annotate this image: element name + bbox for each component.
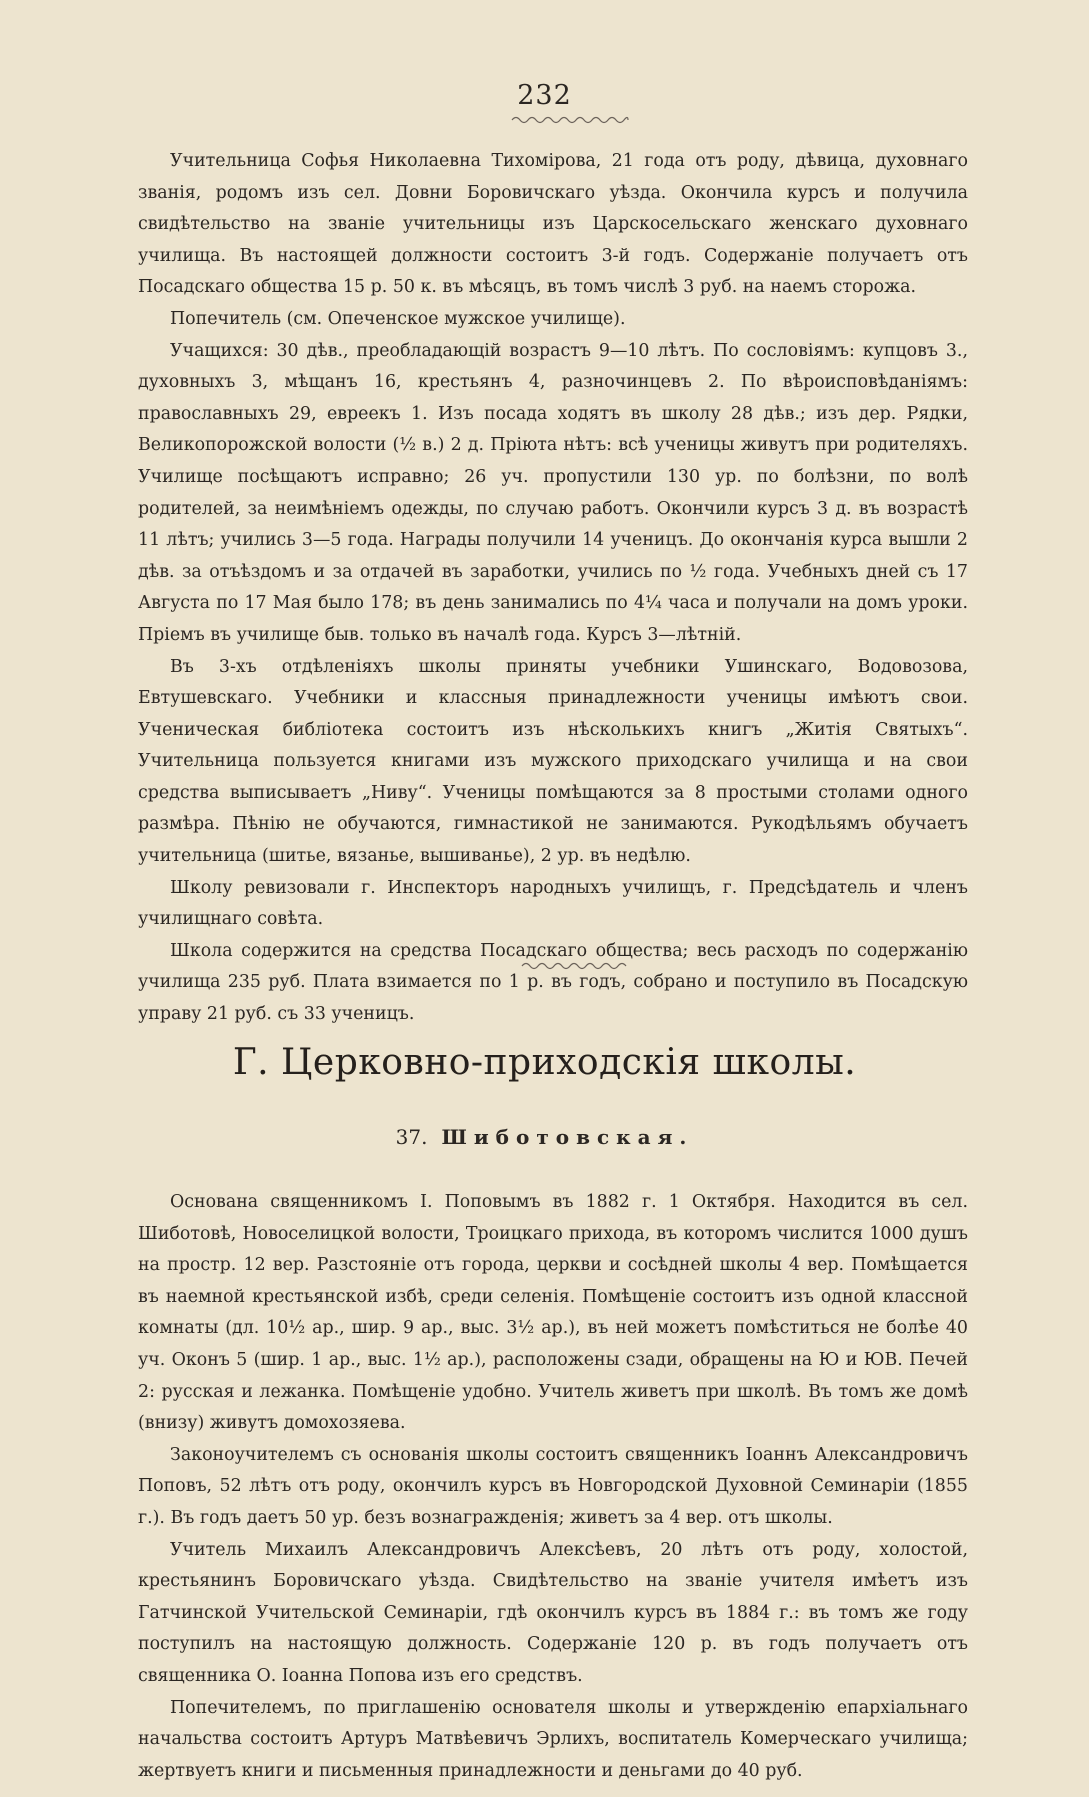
paragraph: Школу ревизовали г. Инспекторъ народныхъ училищъ, г. Предсѣдатель и членъ училищнаго совѣта. (138, 877, 968, 930)
school-name: Шиботовская. (441, 1125, 694, 1149)
ornament-divider-top (510, 114, 630, 126)
section-1-text (138, 146, 968, 1031)
school-number: 37. (395, 1125, 428, 1149)
paragraph: Основана священникомъ І. Поповымъ въ 1882 г. 1 Октября. Находится въ сел. Шиботовѣ, Новоселицкой волости, Троицкаго прихода, въ которомъ числится 1000 душъ на простр. 12 вер. Разстояніе отъ города, церкви и сосѣдней школы 4 вер. Помѣщается въ наемной крестьянской избѣ, среди селенія. Помѣщеніе состоитъ изъ одной классной комнаты (дл. 10½ ар., шир. 9 ар., выс. 3½ ар.), въ ней можетъ помѣститься не болѣе 40 уч. Оконъ 5 (шир. 1 ар., выс. 1½ ар.), расположены сзади, обращены на Ю и ЮВ. Печей 2: русская и лежанка. Помѣщеніе удобно. Учитель живетъ при школѣ. Въ томъ же домѣ (внизу) живутъ домохозяева. (138, 1192, 968, 1434)
paragraph: Учитель Михаилъ Александровичъ Алексѣевъ, 20 лѣтъ отъ роду, холостой, крестьянинъ Боровичскаго уѣзда. Свидѣтельство на званіе учителя имѣетъ изъ Гатчинской Учительской Семинаріи, гдѣ окончилъ курсъ въ 1884 г.: въ томъ же году поступилъ на настоящую должность. Содержаніе 120 р. въ годъ получаетъ отъ священника О. Іоанна Попова изъ его средствъ. (138, 1539, 968, 1686)
section-2-text (138, 1187, 968, 1787)
paragraph: Учащихся: 30 дѣв., преобладающій возрастъ 9—10 лѣтъ. По сословіямъ: купцовъ 3., духовныхъ 3, мѣщанъ 16, крестьянъ 4, разночинцевъ 2. По вѣроисповѣданіямъ: православныхъ 29, евреекъ 1. Изъ посада ходятъ въ школу 28 дѣв.; изъ дер. Рядки, Великопорожской волости (½ в.) 2 д. Пріюта нѣтъ: всѣ ученицы живутъ при родителяхъ. Училище посѣщаютъ исправно; 26 уч. пропустили 130 ур. по болѣзни, по волѣ родителей, за неимѣніемъ одежды, по случаю работъ. Окончили курсъ 3 д. въ возрастѣ 11 лѣтъ; учились 3—5 года. Награды получили 14 ученицъ. До окончанія курса вышли 2 дѣв. за отъѣздомъ и за отдачей въ заработки, учились по ½ года. Учебныхъ дней съ 17 Августа по 17 Мая было 178; въ день занимались по 4¼ часа и получали на домъ уроки. Пріемъ въ училище быв. только въ началѣ года. Курсъ 3—лѣтній. (138, 340, 968, 645)
paragraph: Законоучителемъ съ основанія школы состоитъ священникъ Іоаннъ Александровичъ Поповъ, 52 лѣтъ отъ роду, окончилъ курсъ въ Новгородской Духовной Семинаріи (1855 г.). Въ годъ даетъ 50 ур. безъ вознагражденія; живетъ за 4 вер. отъ школы. (138, 1444, 968, 1528)
ornament-divider-middle (520, 960, 630, 972)
paragraph: Учительница Софья Николаевна Тихомірова, 21 года отъ роду, дѣвица, духовнаго званія, родомъ изъ сел. Довни Боровичскаго уѣзда. Окончила курсъ и получила свидѣтельство на званіе учительницы изъ Царскосельскаго женскаго духовнаго училища. Въ настоящей должности состоитъ 3-й годъ. Содержаніе получаетъ отъ Посадскаго общества 15 р. 50 к. въ мѣсяцъ, въ томъ числѣ 3 руб. на наемъ сторожа. (138, 151, 968, 298)
paragraph: Въ 3-хъ отдѣленіяхъ школы приняты учебники Ушинскаго, Водовозова, Евтушевскаго. Учебники и классныя принадлежности ученицы имѣютъ свои. Ученическая библіотека состоитъ изъ нѣсколькихъ книгъ „Житія Святыхъ“. Учительница пользуется книгами изъ мужского приходскаго училища и на свои средства выписываетъ „Ниву“. Ученицы помѣщаются за 8 простыми столами одного размѣра. Пѣнію не обучаются, гимнастикой не занимаются. Рукодѣльямъ обучаетъ учительница (шитье, вязанье, вышиванье), 2 ур. въ недѣлю. (138, 656, 968, 867)
school-subheading (0, 1125, 1089, 1149)
paragraph: Попечитель (см. Опеченское мужское училище). (170, 308, 626, 329)
page-number: 232 (517, 80, 572, 111)
section-heading: Г. Церковно-приходскія школы. (232, 1042, 857, 1083)
paragraph: Попечителемъ, по приглашенію основателя школы и утвержденію епархіальнаго начальства состоитъ Артуръ Матвѣевичъ Эрлихъ, воспитатель Комерческаго училища; жертвуетъ книги и письменныя принадлежности и деньгами до 40 руб. (138, 1697, 968, 1781)
paragraph: Школа содержится на средства Посадскаго общества; весь расходъ по содержанію училища 235 руб. Плата взимается по 1 р. въ годъ, собрано и поступило въ Посадскую управу 21 руб. съ 33 ученицъ. (138, 940, 968, 1025)
